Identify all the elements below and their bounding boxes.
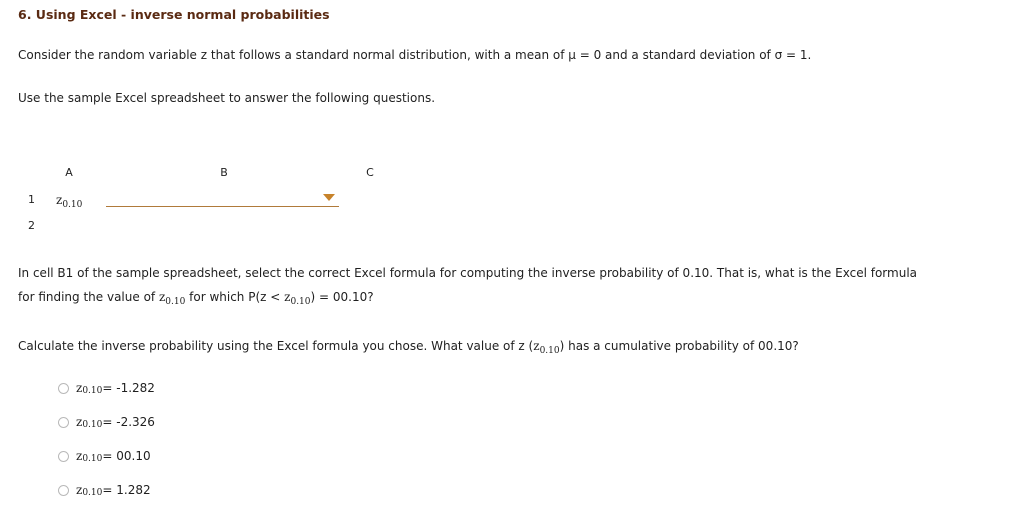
chevron-down-icon	[323, 194, 335, 201]
column-header-b: B	[220, 166, 228, 179]
option-var: z	[76, 415, 83, 429]
intro-text: Consider the random variable z that follows a standard normal distribution, with a mean of μ = 0 and a standard deviation of σ = 1.	[18, 48, 812, 62]
question1-var: z	[158, 290, 166, 304]
question1-line1: In cell B1 of the sample spreadsheet, select the correct Excel formula for computing the inverse probability of 0.10. That is, what is the Excel formula	[18, 266, 918, 280]
option-sub: 0.10	[82, 420, 103, 430]
question1-text-post: ) = 00.10?	[310, 290, 374, 304]
option-value: = 00.10	[102, 449, 151, 463]
question2-sub: 0.10	[539, 346, 560, 356]
row-header-2: 2	[28, 219, 35, 232]
question2-text-post: ) has a cumulative probability of 00.10?	[559, 339, 799, 353]
row-header-1: 1	[28, 193, 35, 206]
cell-a1-var: z	[56, 193, 63, 207]
column-header-a: A	[65, 166, 73, 179]
radio-button[interactable]	[58, 485, 69, 496]
answer-option-3[interactable]	[58, 449, 151, 463]
question2-text-pre: Calculate the inverse probability using the Excel formula you chose. What value of z (	[18, 339, 534, 353]
radio-button[interactable]	[58, 383, 69, 394]
option-var: z	[76, 381, 83, 395]
page-title: 6. Using Excel - inverse normal probabilities	[18, 7, 330, 22]
option-value: = 1.282	[102, 483, 151, 497]
question1-text-pre: for finding the value of	[18, 290, 159, 304]
option-sub: 0.10	[82, 488, 103, 498]
question2-var: z	[533, 339, 540, 353]
option-sub: 0.10	[82, 454, 103, 464]
option-sub: 0.10	[82, 386, 103, 396]
question1-sub2: 0.10	[290, 297, 311, 307]
answer-option-4[interactable]	[58, 483, 151, 497]
answer-option-2[interactable]	[58, 415, 155, 429]
instruction-text: Use the sample Excel spreadsheet to answer the following questions.	[18, 91, 436, 105]
column-header-c: C	[366, 166, 374, 179]
question1-var2: z	[284, 290, 291, 304]
option-var: z	[76, 483, 83, 497]
cell-a1	[56, 193, 83, 210]
radio-button[interactable]	[58, 417, 69, 428]
cell-b1-formula-dropdown[interactable]	[106, 188, 339, 207]
option-value: = -1.282	[102, 381, 155, 395]
option-var: z	[76, 449, 83, 463]
question1-line2	[18, 290, 374, 307]
question1-text-mid: for which P(z <	[185, 290, 285, 304]
cell-a1-subscript: 0.10	[62, 200, 83, 210]
question1-sub: 0.10	[165, 297, 186, 307]
option-value: = -2.326	[102, 415, 155, 429]
radio-button[interactable]	[58, 451, 69, 462]
question2-text	[18, 339, 799, 356]
answer-option-1[interactable]	[58, 381, 155, 395]
